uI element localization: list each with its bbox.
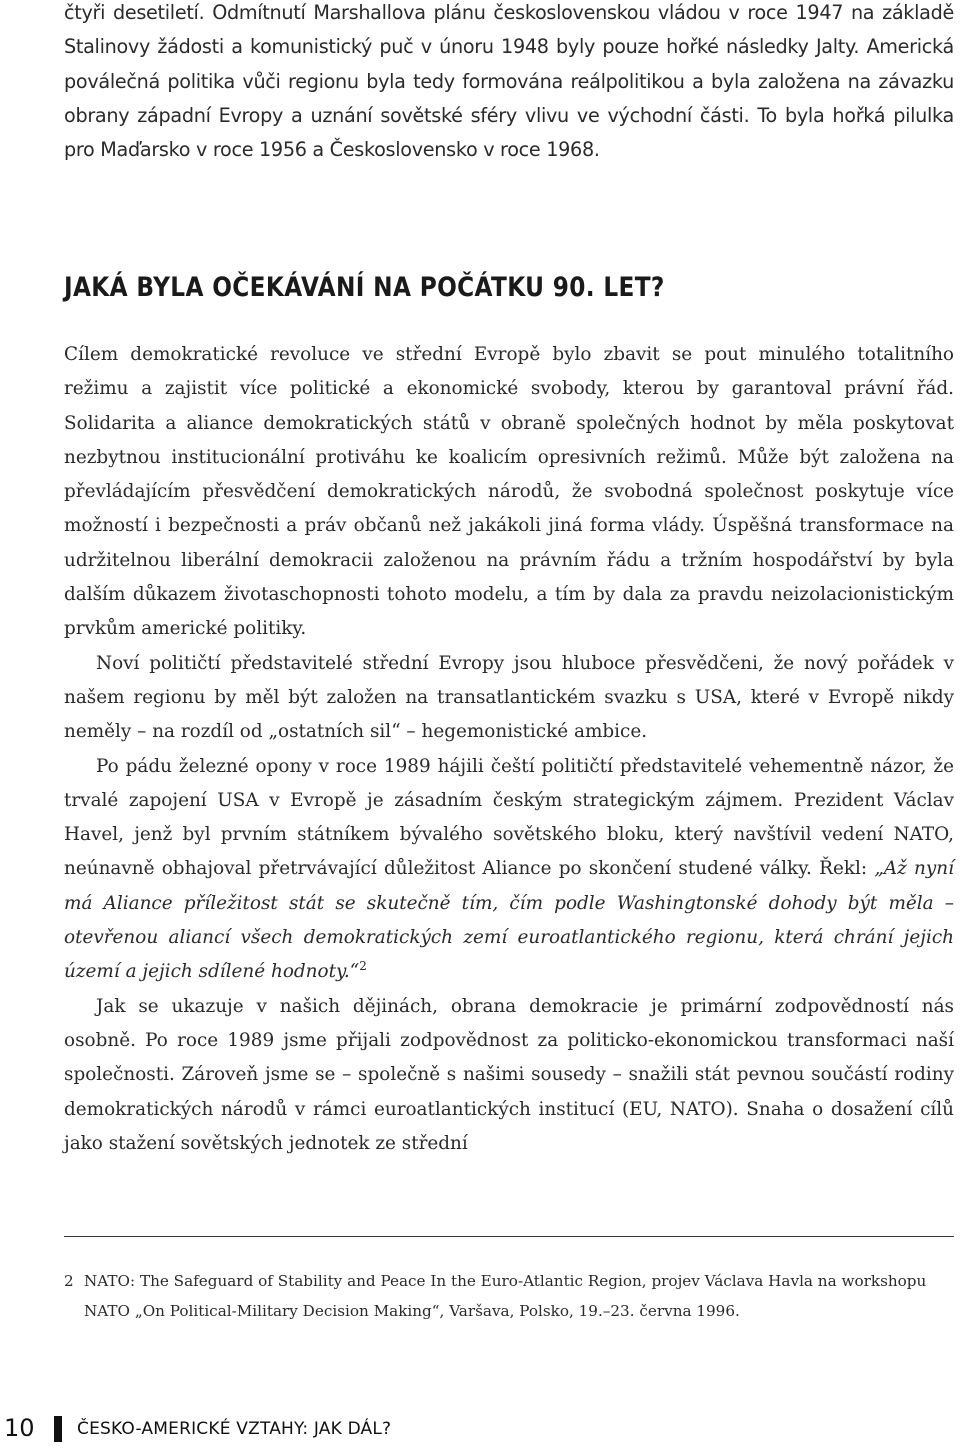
paragraph-4: Jak se ukazuje v našich dějinách, obrana demokracie je primární zodpovědností nás osobně. Po roce 1989 jsme přijali zodpovědnost za politicko-ekonomickou transformaci naší společnosti. Zároveň jsme se – společně s našimi sousedy – snažili stát pevnou součástí rodiny demokratických národů v rámci euroatlantických institucí (EU, NATO). Snaha o dosažení cílů jako stažení sovětských jednotek ze střední [64, 995, 954, 1154]
intro-text-end: To byla hořká pilulka pro Maďarsko v roce 1956 a Československo v roce 1968. [64, 103, 954, 162]
footnote-number: 2 [64, 1272, 74, 1290]
footnote [64, 1266, 954, 1326]
paragraph-3 [64, 750, 954, 990]
footnote-divider [64, 1236, 954, 1237]
section-heading: JAKÁ BYLA OČEKÁVÁNÍ NA POČÁTKU 90. LET? [64, 272, 665, 303]
page-footer [0, 1412, 960, 1448]
intro-paragraph [64, 0, 954, 167]
paragraph-1: Cílem demokratické revoluce ve střední Evropě bylo zbavit se pout minulého totalitního režimu a zajistit více politické a ekonomické svobody, kterou by garantoval právní řád. Solidarita a aliance demokratických států v obraně společných hodnot by měla poskytovat nezbytnou institucionální protiváhu ke koalicím opresivních režimů. Může být založena na převládajícím přesvědčení demokratických národů, že svobodná společnost poskytuje více možností i bezpečnosti a práv občanů než jakákoli jiná forma vlády. Úspěšná transformace na udržitelnou liberální demokracii založenou na právním řádu a tržním hospodářství by byla dalším důkazem životaschopnosti tohoto modelu, a tím by dala za pravdu neizolacionistickým prvkům americké politiky. [64, 344, 954, 640]
running-title: ČESKO-AMERICKÉ VZTAHY: JAK DÁL? [77, 1419, 392, 1439]
footer-bar [54, 1416, 62, 1442]
havel-quote: „Až nyní má Aliance příležitost stát se skutečně tím, čím podle Washingtonské dohody být měla – otevřenou aliancí všech demokratických zemí euroatlantického regionu, která chrání jejich území a jejich sdílené hodnoty.“ [64, 858, 955, 983]
footnote-text: NATO: The Safeguard of Stability and Peace In the Euro-Atlantic Region, projev Václava Havla na workshopu NATO „On Political-Military Decision Making“, Varšava, Polsko, 19.–23. června 1996. [84, 1272, 927, 1320]
paragraph-3-text: Po pádu železné opony v roce 1989 hájili čeští političtí představitelé vehementně názor, že trvalé zapojení USA v Evropě je zásadním českým strategickým zájmem. Prezident Václav Havel, jenž byl prvním státníkem bývalého sovětského bloku, který navštívil vedení NATO, neúnavně obhajoval přetrvávající důležitost Aliance po skončení studené války. Řekl: [64, 755, 954, 880]
section-body [64, 338, 954, 1161]
page-number: 10 [4, 1414, 35, 1442]
paragraph-2: Noví političtí představitelé střední Evropy jsou hluboce přesvědčeni, že nový pořádek v našem regionu by měl být založen na transatlantickém svazku s USA, které v Evropě nikdy neměly – na rozdíl od „ostatních sil“ – hegemonistické ambice. [64, 652, 954, 743]
intro-text: čtyři desetiletí. Odmítnutí Marshallova plánu československou vládou v roce 1947 na základě Stalinovy žádosti a komunistický puč v únoru 1948 byly pouze hořké následky Jalty. Americká poválečná politika vůči regionu byla tedy formována reálpolitikou a byla založena na závazku obrany západní Evropy a uznání sovětské sféry vlivu ve východní části. [64, 1, 954, 127]
footnote-reference[interactable]: 2 [359, 959, 367, 974]
